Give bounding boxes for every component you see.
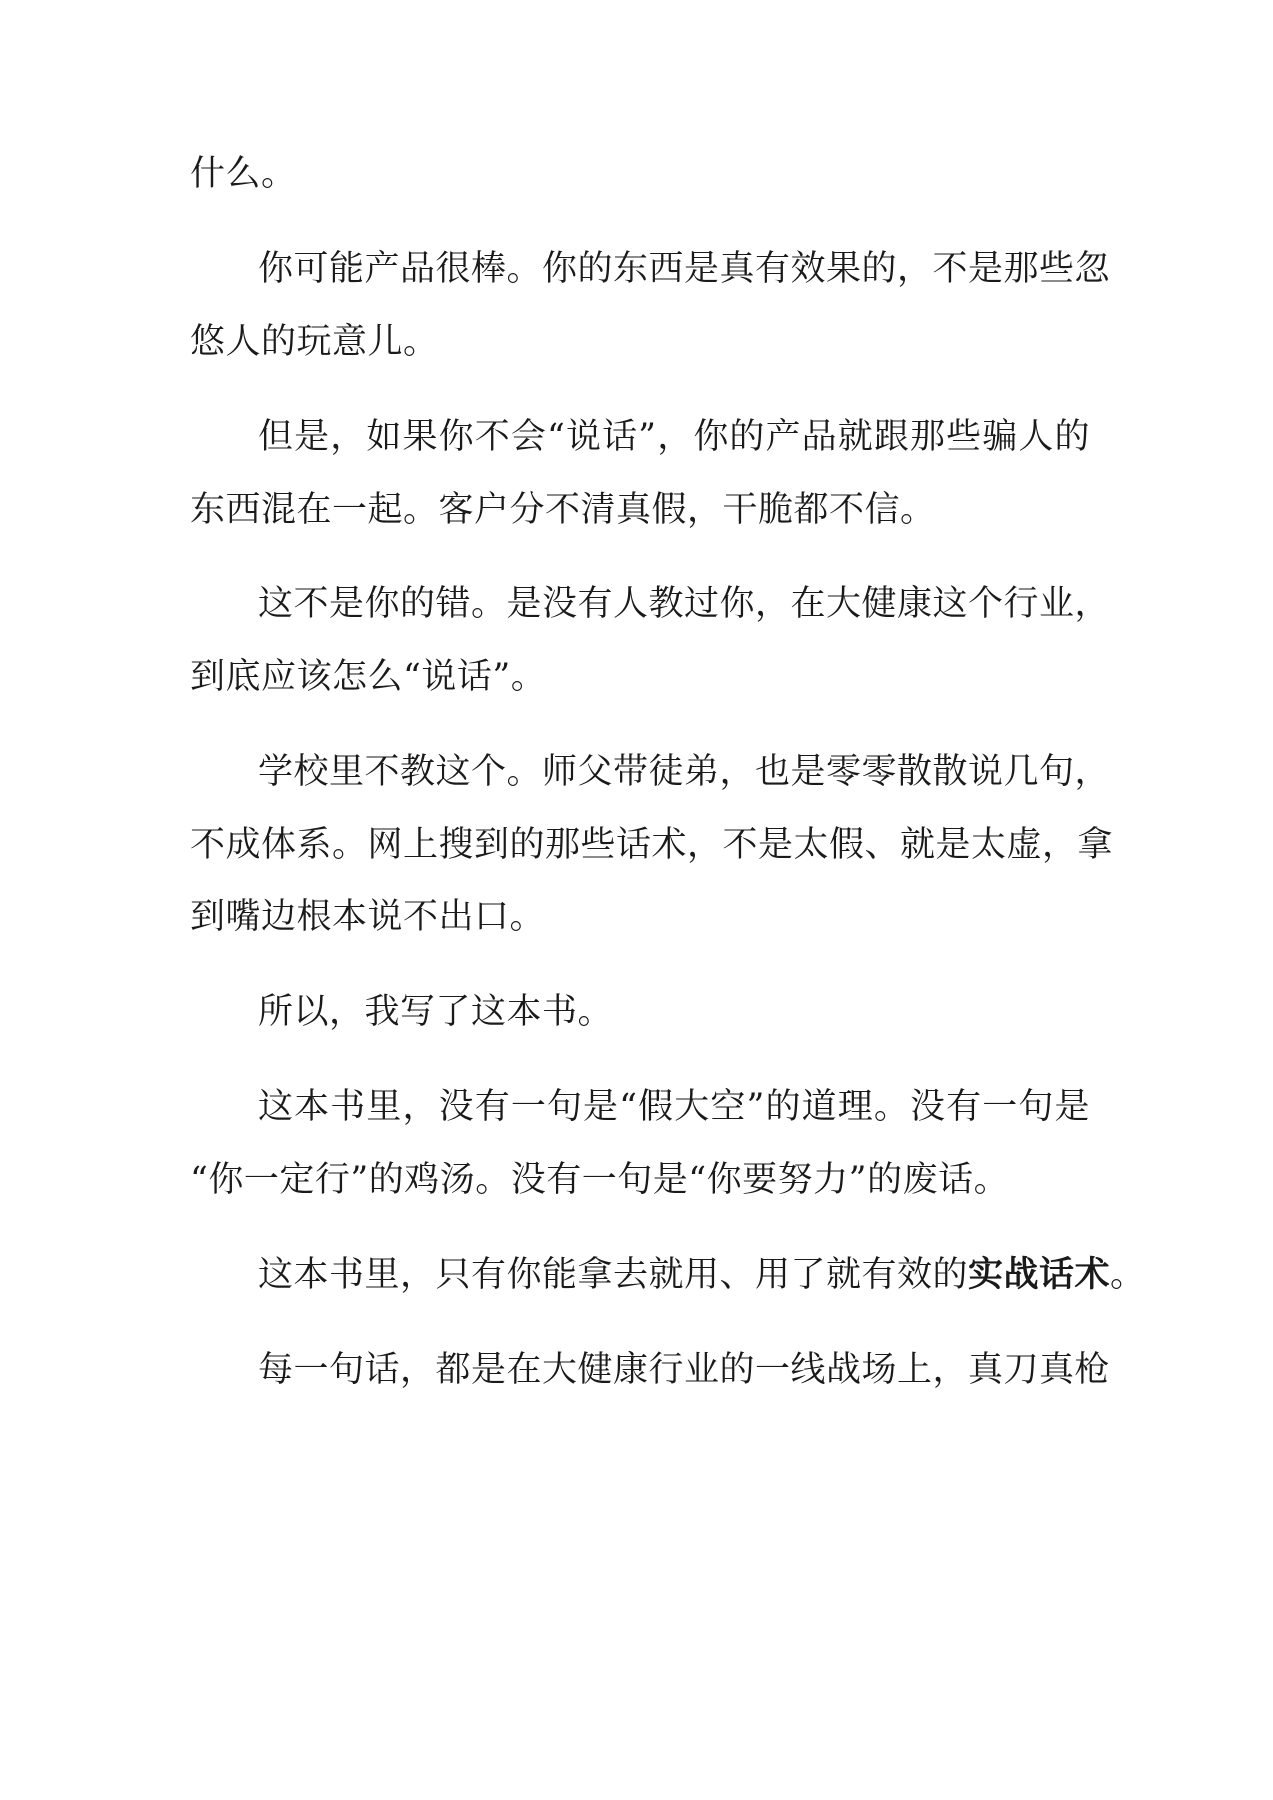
text-line: “你一定行”的鸡汤。没有一句是“你要努力”的废话。 bbox=[190, 1160, 1010, 1200]
bold-phrase: 实战话术 bbox=[968, 1254, 1111, 1295]
text-line: 东西混在一起。客户分不清真假，干脆都不信。 bbox=[190, 490, 936, 530]
text-line: 每一句话，都是在大健康行业的一线战场上，真刀真枪 bbox=[258, 1350, 1111, 1390]
text-line: 什么。 bbox=[190, 154, 297, 194]
text-line: 这不是你的错。是没有人教过你，在大健康这个行业， bbox=[258, 584, 1111, 624]
text-segment: 。 bbox=[1110, 1255, 1146, 1295]
text-line bbox=[258, 1251, 1146, 1299]
text-segment: 这本书里，只有你能拿去就用、用了就有效的 bbox=[258, 1255, 969, 1295]
text-line: 但是，如果你不会“说话”，你的产品就跟那些骗人的 bbox=[258, 417, 1090, 457]
text-line: 到底应该怎么“说话”。 bbox=[190, 657, 547, 697]
text-line: 悠人的玩意儿。 bbox=[190, 322, 439, 362]
text-line: 到嘴边根本说不出口。 bbox=[190, 897, 546, 937]
text-line: 这本书里，没有一句是“假大空”的道理。没有一句是 bbox=[258, 1087, 1090, 1127]
text-line: 你可能产品很棒。你的东西是真有效果的，不是那些忽 bbox=[258, 249, 1111, 289]
text-line: 所以，我写了这本书。 bbox=[258, 992, 614, 1032]
text-line: 学校里不教这个。师父带徒弟，也是零零散散说几句， bbox=[258, 752, 1111, 792]
text-line: 不成体系。网上搜到的那些话术，不是太假、就是太虚，拿 bbox=[190, 825, 1114, 865]
